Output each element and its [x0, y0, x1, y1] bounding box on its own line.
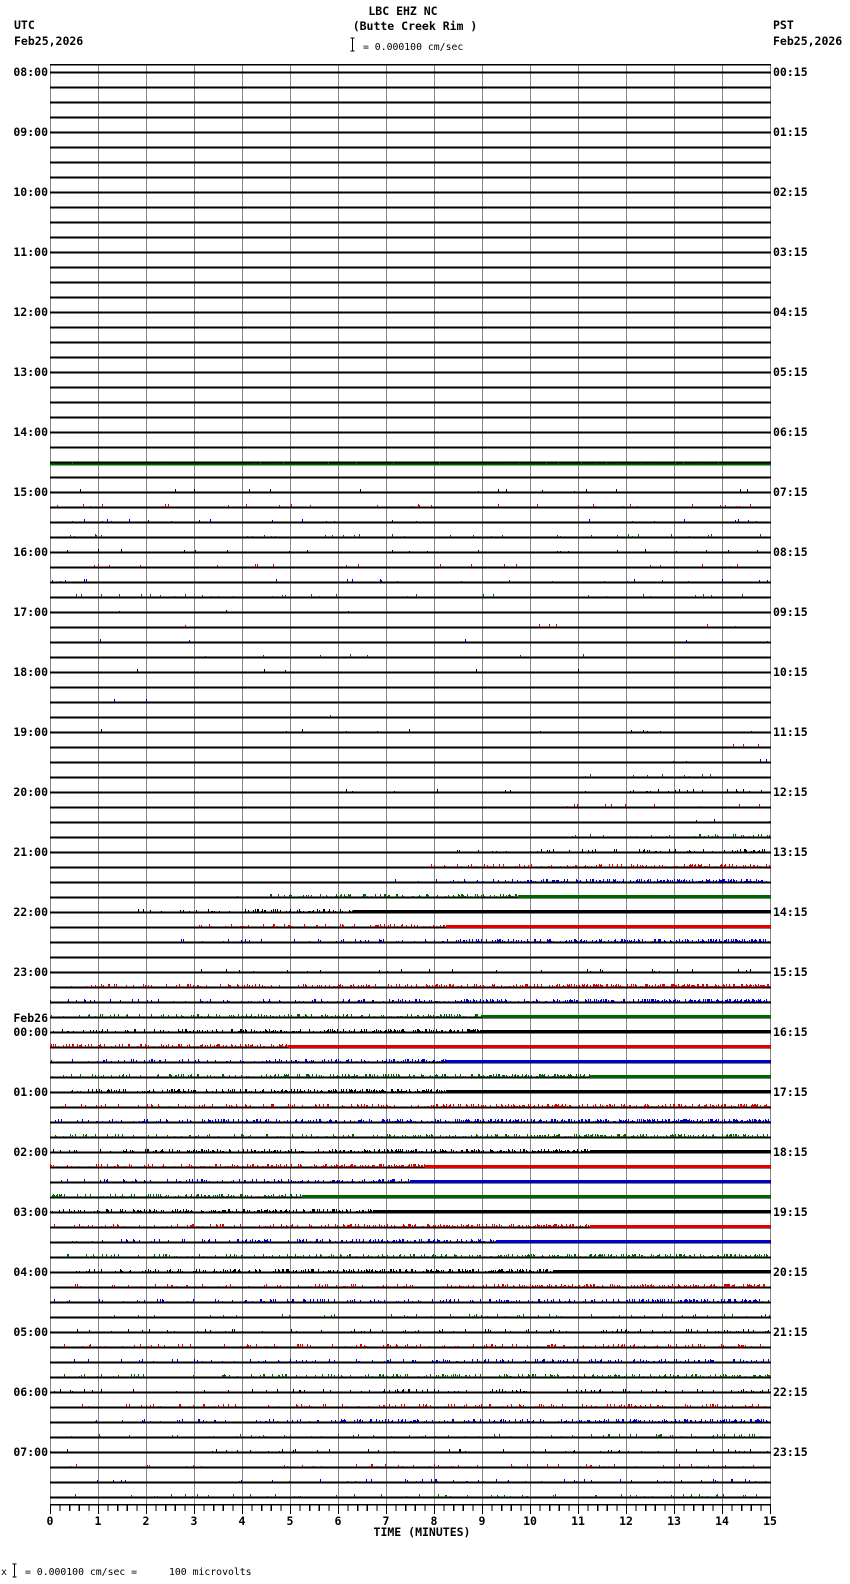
trace-spikes — [83, 1404, 766, 1407]
trace-row — [50, 1074, 771, 1078]
trace-spikes — [68, 549, 758, 552]
pst-hour-label: 05:15 — [773, 365, 808, 379]
trace-row — [50, 579, 771, 583]
trace-row — [50, 1164, 771, 1168]
trace-row — [50, 549, 771, 553]
trace-spikes — [56, 1134, 768, 1137]
trace-row — [50, 819, 771, 823]
pst-hour-label: 21:15 — [773, 1325, 808, 1339]
x-axis-tick-label: 14 — [715, 1514, 729, 1528]
trace-spikes — [71, 1464, 754, 1467]
trace-row — [50, 462, 771, 478]
trace-row — [50, 1209, 771, 1213]
x-axis-tick-label: 11 — [571, 1514, 585, 1528]
x-axis-tick-label: 4 — [238, 1514, 246, 1528]
trace-spikes — [68, 1254, 768, 1257]
utc-hour-label: 06:00 — [13, 1385, 48, 1399]
trace-row — [50, 1434, 771, 1438]
trace-spikes — [71, 534, 761, 537]
trace-row — [50, 639, 771, 643]
pst-hour-label: 09:15 — [773, 605, 808, 619]
trace-row — [50, 1284, 771, 1288]
trace-row — [50, 1194, 771, 1198]
pst-hour-label: 20:15 — [773, 1265, 808, 1279]
trace-row — [50, 1179, 771, 1183]
trace-spikes — [200, 924, 445, 927]
trace-spikes — [51, 1164, 425, 1167]
trace-spikes — [586, 774, 711, 777]
trace-row — [50, 1104, 771, 1108]
left-date-label: Feb25,2026 — [14, 34, 84, 48]
trace-row — [50, 1479, 771, 1483]
trace-row — [50, 759, 771, 763]
trace-spikes — [54, 1029, 482, 1032]
x-axis-tick-label: 1 — [94, 1514, 102, 1528]
pst-hour-label: 04:15 — [773, 305, 808, 319]
trace-spikes — [52, 1014, 482, 1017]
trace-row — [50, 1494, 771, 1498]
trace-spikes — [115, 699, 147, 702]
x-axis-tick-label: 9 — [478, 1514, 486, 1528]
trace-spikes — [81, 489, 748, 492]
utc-hour-label: 20:00 — [13, 785, 48, 799]
trace-row — [50, 804, 771, 808]
trace-row — [50, 1464, 771, 1468]
pst-hour-label: 23:15 — [773, 1445, 808, 1459]
trace-row — [50, 729, 771, 733]
pst-hour-label: 06:15 — [773, 425, 808, 439]
pst-hour-label: 18:15 — [773, 1145, 808, 1159]
x-axis-tick-label: 0 — [46, 1514, 54, 1528]
trace-row — [50, 564, 771, 568]
trace-spikes — [54, 1344, 764, 1347]
utc-hour-label: 19:00 — [13, 725, 48, 739]
trace-row — [50, 1374, 771, 1378]
utc-hour-label: 01:00 — [13, 1085, 48, 1099]
pst-hour-label: 10:15 — [773, 665, 808, 679]
trace-spikes — [54, 1149, 590, 1152]
utc-hour-label: 15:00 — [13, 485, 48, 499]
trace-spikes — [51, 1044, 287, 1047]
trace-row — [50, 669, 771, 673]
x-axis-tick-label: 8 — [430, 1514, 438, 1528]
trace-spikes — [182, 939, 769, 942]
trace-row — [50, 1119, 771, 1123]
pst-hour-label: 02:15 — [773, 185, 808, 199]
footer-prefix: x — [1, 1567, 7, 1578]
chart-title: LBC EHZ NC — [368, 4, 438, 18]
x-axis-tick-label: 5 — [286, 1514, 294, 1528]
utc-hour-label: 14:00 — [13, 425, 48, 439]
pst-hour-label: 14:15 — [773, 905, 808, 919]
trace-spikes — [75, 1359, 769, 1362]
trace-spikes — [396, 879, 767, 882]
trace-spikes — [53, 579, 768, 582]
trace-row — [50, 834, 771, 838]
trace-spikes — [53, 1074, 590, 1077]
trace-row — [50, 1059, 771, 1063]
trace-spikes — [77, 594, 743, 597]
utc-hour-label: 17:00 — [13, 605, 48, 619]
footer-scale-value: = 0.000100 cm/sec = — [25, 1567, 138, 1578]
trace-spikes — [102, 729, 752, 732]
utc-hour-label: 10:00 — [13, 185, 48, 199]
pst-hour-label: 07:15 — [773, 485, 808, 499]
trace-spikes — [458, 849, 765, 852]
trace-spikes — [139, 909, 353, 912]
pst-hour-label: 15:15 — [773, 965, 808, 979]
trace-row — [50, 715, 771, 718]
trace-spikes — [186, 624, 736, 627]
utc-hour-label: 18:00 — [13, 665, 48, 679]
trace-row — [50, 774, 771, 778]
trace-row — [50, 1254, 771, 1258]
trace-spikes — [347, 789, 762, 792]
pst-hour-label: 22:15 — [773, 1385, 808, 1399]
trace-row — [50, 610, 771, 613]
x-axis-tick-label: 7 — [382, 1514, 390, 1528]
trace-spikes — [73, 519, 757, 522]
trace-row — [50, 984, 771, 988]
utc-hour-label: 12:00 — [13, 305, 48, 319]
pst-hour-label: 11:15 — [773, 725, 808, 739]
trace-row — [50, 1014, 771, 1018]
trace-spikes — [58, 504, 751, 507]
utc-hour-label: 23:00 — [13, 965, 48, 979]
x-axis-tick-label: 12 — [619, 1514, 633, 1528]
trace-row — [50, 489, 771, 493]
trace-spikes — [52, 1059, 446, 1062]
utc-hour-label: 07:00 — [13, 1445, 48, 1459]
trace-spikes — [72, 1434, 762, 1437]
trace-row — [50, 1029, 771, 1033]
trace-row — [50, 1089, 771, 1093]
utc-hour-label: 04:00 — [13, 1265, 48, 1279]
trace-row — [50, 1404, 771, 1408]
trace-spikes — [51, 1449, 768, 1452]
trace-spikes — [73, 1239, 497, 1242]
pst-hour-label: 13:15 — [773, 845, 808, 859]
trace-spikes — [96, 1419, 768, 1422]
trace-row — [50, 654, 771, 658]
utc-hour-label: 11:00 — [13, 245, 48, 259]
footer-scale-bar-icon — [11, 1563, 18, 1578]
pst-hour-label: 17:15 — [773, 1085, 808, 1099]
date-change-label: Feb26 — [13, 1011, 48, 1025]
x-axis-title: TIME (MINUTES) — [373, 1525, 471, 1539]
utc-hour-label: 02:00 — [13, 1145, 48, 1159]
trace-spikes — [56, 1119, 770, 1122]
trace-spikes — [98, 1479, 766, 1482]
trace-row — [50, 594, 771, 598]
trace-spikes — [76, 1494, 757, 1497]
trace-spikes — [95, 564, 738, 567]
trace-row — [50, 924, 771, 928]
scale-bar-icon — [349, 37, 356, 52]
trace-spikes — [51, 999, 770, 1002]
trace-row — [50, 1314, 771, 1318]
trace-row — [50, 969, 771, 973]
trace-spikes — [53, 1194, 301, 1197]
trace-spikes — [238, 894, 517, 897]
trace-spikes — [72, 1089, 445, 1092]
trace-spikes — [55, 1389, 769, 1392]
pst-hour-label: 00:15 — [773, 65, 808, 79]
trace-row — [50, 909, 771, 913]
footer-microvolts: 100 microvolts — [169, 1567, 252, 1578]
trace-spikes — [734, 744, 759, 747]
pst-hour-label: 03:15 — [773, 245, 808, 259]
x-axis-tick-label: 3 — [190, 1514, 198, 1528]
x-axis-tick-label: 2 — [142, 1514, 150, 1528]
station-name: (Butte Creek Rim ) — [352, 19, 478, 33]
trace-spikes — [206, 654, 584, 657]
trace-spikes — [78, 1329, 769, 1332]
pst-hour-label: 19:15 — [773, 1205, 808, 1219]
trace-spikes — [55, 1299, 769, 1302]
trace-spikes — [63, 1104, 770, 1107]
trace-spikes — [55, 984, 770, 987]
trace-row — [50, 699, 771, 703]
scale-value: = 0.000100 cm/sec — [363, 42, 464, 53]
utc-hour-label: 09:00 — [13, 125, 48, 139]
x-axis-tick-label: 15 — [763, 1514, 777, 1528]
utc-hour-label: 22:00 — [13, 905, 48, 919]
trace-row — [50, 1239, 771, 1243]
trace-row — [50, 519, 771, 523]
trace-row — [50, 1299, 771, 1303]
trace-row — [50, 1134, 771, 1138]
trace-row — [50, 1329, 771, 1333]
left-timezone-label: UTC — [14, 18, 35, 32]
pst-hour-label: 16:15 — [773, 1025, 808, 1039]
trace-row — [50, 894, 771, 898]
trace-spikes — [62, 1179, 409, 1182]
right-timezone-label: PST — [773, 18, 794, 32]
pst-hour-label: 01:15 — [773, 125, 808, 139]
utc-hour-label: 05:00 — [13, 1325, 48, 1339]
trace-row — [50, 534, 771, 538]
trace-spikes — [697, 819, 770, 822]
utc-hour-label: 21:00 — [13, 845, 48, 859]
right-date-label: Feb25,2026 — [773, 34, 843, 48]
trace-row — [50, 624, 771, 628]
pst-hour-label: 12:15 — [773, 785, 808, 799]
utc-hour-label: 08:00 — [13, 65, 48, 79]
trace-row — [50, 879, 771, 883]
trace-spikes — [65, 1374, 770, 1377]
utc-hour-label: 16:00 — [13, 545, 48, 559]
x-axis-tick-label: 13 — [667, 1514, 681, 1528]
trace-row — [50, 939, 771, 943]
trace-spikes — [674, 759, 767, 762]
trace-spikes — [568, 804, 760, 807]
trace-row — [50, 1149, 771, 1153]
trace-row — [50, 1449, 771, 1453]
trace-row — [50, 849, 771, 853]
trace-row — [50, 1419, 771, 1423]
trace-row — [50, 999, 771, 1003]
utc-hour-label: 00:00 — [13, 1025, 48, 1039]
x-axis-tick-label: 10 — [523, 1514, 537, 1528]
trace-spikes — [202, 969, 751, 972]
trace-spikes — [55, 1224, 590, 1227]
trace-spikes — [76, 1284, 765, 1287]
trace-row — [50, 1389, 771, 1393]
utc-hour-label: 03:00 — [13, 1205, 48, 1219]
trace-spikes — [115, 1314, 770, 1317]
utc-hour-label: 13:00 — [13, 365, 48, 379]
trace-row — [50, 789, 771, 793]
trace-row — [50, 1224, 771, 1228]
trace-row — [50, 1359, 771, 1363]
trace-row — [50, 744, 771, 748]
pst-hour-label: 08:15 — [773, 545, 808, 559]
trace-row — [50, 1344, 771, 1348]
trace-spikes — [138, 669, 579, 672]
trace-row — [50, 1044, 771, 1048]
trace-spikes — [573, 834, 770, 837]
trace-row — [50, 504, 771, 508]
x-axis-tick-label: 6 — [334, 1514, 342, 1528]
trace-row — [50, 1269, 771, 1273]
trace-row — [50, 864, 771, 868]
